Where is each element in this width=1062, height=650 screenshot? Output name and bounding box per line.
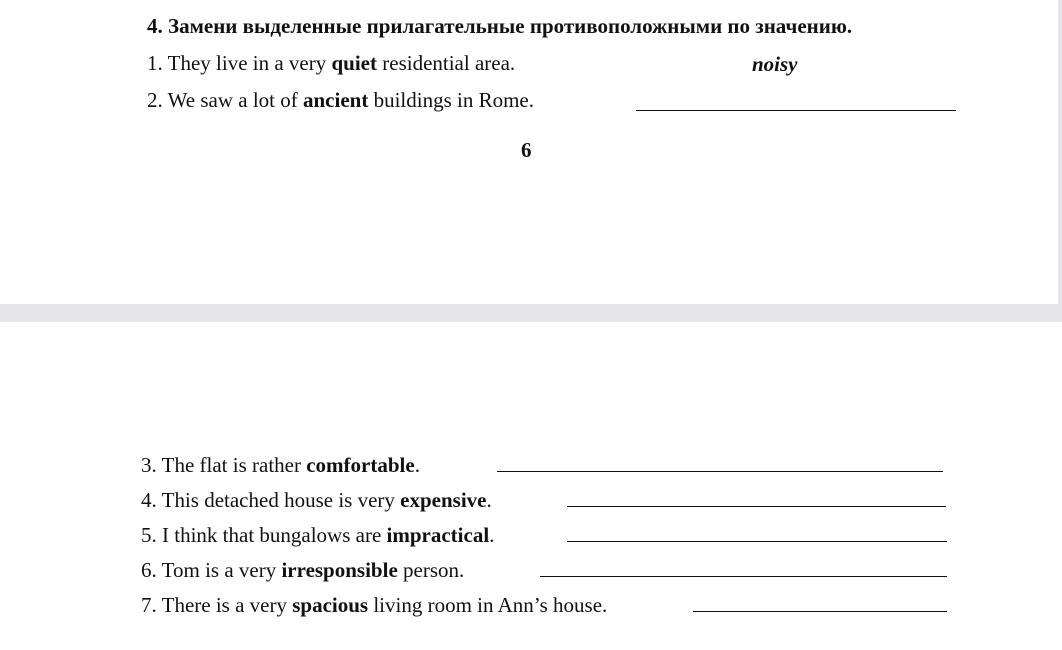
item-text: This detached house is very [161, 488, 401, 512]
answer-blank[interactable] [540, 576, 947, 577]
highlighted-adjective: quiet [331, 51, 377, 75]
answer-blank[interactable] [693, 611, 947, 612]
item-text: I think that bungalows are [162, 523, 387, 547]
item-number: 1. [147, 51, 163, 75]
item-text: There is a very [161, 593, 293, 617]
exercise-item-4 [141, 488, 492, 512]
page-bottom [0, 322, 1062, 650]
item-text: living room in Ann’s house. [368, 593, 608, 617]
highlighted-adjective: spacious [292, 593, 369, 617]
page-top [0, 0, 1058, 304]
item-text: . [486, 488, 492, 512]
item-number: 3. [141, 453, 157, 477]
item-number: 4. [141, 488, 157, 512]
exercise-item-3 [141, 453, 420, 477]
item-text: buildings in Rome. [368, 88, 534, 112]
answer-blank[interactable] [636, 110, 956, 111]
page-number: 6 [521, 138, 532, 162]
item-text: They live in a very [167, 51, 332, 75]
exercise-item-5 [141, 523, 494, 547]
item-text: We saw a lot of [167, 88, 303, 112]
highlighted-adjective: impractical [386, 523, 490, 547]
item-text: . [414, 453, 420, 477]
highlighted-adjective: irresponsible [281, 558, 398, 582]
item-text: The flat is rather [161, 453, 307, 477]
exercise-item-7 [141, 593, 607, 617]
item-text: person. [397, 558, 465, 582]
answer-text: noisy [752, 52, 798, 76]
exercise-item-6 [141, 558, 464, 582]
exercise-item-2 [147, 88, 534, 112]
task-title: 4. Замени выделенные прилагательные противоположными по значению. [147, 14, 853, 38]
exercise-item-1 [147, 51, 515, 75]
highlighted-adjective: comfortable [306, 453, 415, 477]
answer-blank[interactable] [567, 506, 946, 507]
item-text: Tom is a very [161, 558, 282, 582]
item-number: 7. [141, 593, 157, 617]
item-number: 6. [141, 558, 157, 582]
item-number: 2. [147, 88, 163, 112]
item-text: . [489, 523, 495, 547]
item-text: residential area. [377, 51, 516, 75]
highlighted-adjective: ancient [302, 88, 369, 112]
answer-blank[interactable] [497, 471, 943, 472]
highlighted-adjective: expensive [400, 488, 487, 512]
item-number: 5. [141, 523, 157, 547]
answer-blank[interactable] [567, 541, 947, 542]
